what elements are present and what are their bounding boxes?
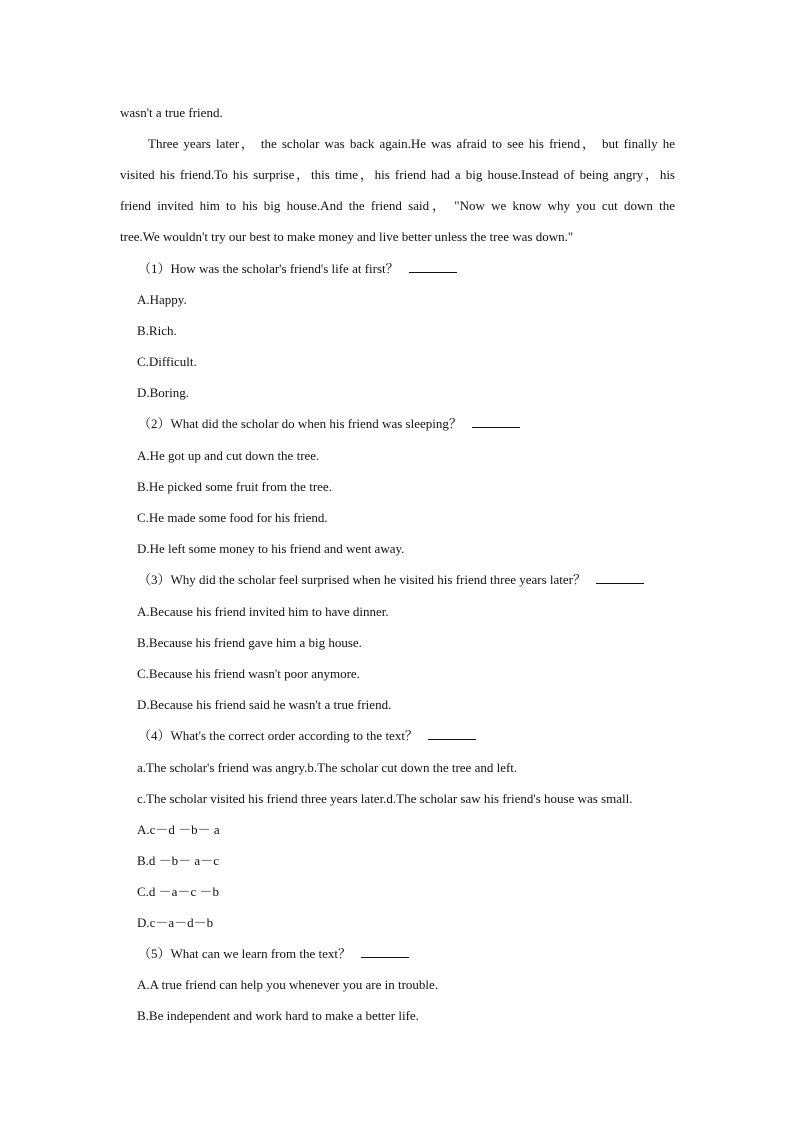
option-4a: A.c－d －b－ a (137, 822, 220, 837)
passage-line: tree.We wouldn't try our best to make money and live better unless the tree was down." (120, 229, 574, 244)
question-stem: （1）How was the scholar's friend's life at first？ (138, 261, 399, 276)
option-1c: C.Difficult. (137, 354, 197, 369)
question-4 (138, 726, 476, 746)
question-stem: （5）What can we learn from the text？ (138, 946, 351, 961)
option-2c: C.He made some food for his friend. (137, 510, 328, 525)
question-2 (138, 414, 520, 434)
option-2b: B.He picked some fruit from the tree. (137, 479, 332, 494)
events-line-2: c.The scholar visited his friend three years later.d.The scholar saw his friend's house was small. (137, 791, 633, 806)
option-3d: D.Because his friend said he wasn't a true friend. (137, 697, 392, 712)
option-2a: A.He got up and cut down the tree. (137, 448, 320, 463)
option-2d: D.He left some money to his friend and went away. (137, 541, 405, 556)
option-4b: B.d －b－ a－c (137, 853, 219, 868)
passage (120, 97, 675, 252)
answer-blank[interactable] (428, 726, 476, 740)
option-5b: B.Be independent and work hard to make a better life. (137, 1008, 419, 1023)
answer-blank[interactable] (596, 570, 644, 584)
option-3c: C.Because his friend wasn't poor anymore. (137, 666, 360, 681)
question-3 (138, 570, 644, 590)
passage-line: visited his friend.To his surprise，this time，his friend had a big house.Instead of being angry，his (120, 167, 675, 182)
answer-blank[interactable] (472, 414, 520, 428)
option-4d: D.c－a－d－b (137, 915, 214, 930)
question-1 (138, 259, 457, 279)
option-3b: B.Because his friend gave him a big house. (137, 635, 362, 650)
events-line-1: a.The scholar's friend was angry.b.The scholar cut down the tree and left. (137, 760, 518, 775)
answer-blank[interactable] (361, 944, 409, 958)
option-5a: A.A true friend can help you whenever you are in trouble. (137, 977, 439, 992)
answer-blank[interactable] (409, 259, 457, 273)
passage-line: wasn't a true friend. (120, 105, 223, 120)
option-1d: D.Boring. (137, 385, 189, 400)
question-stem: （4）What's the correct order according to the text？ (138, 728, 418, 743)
passage-line: Three years later， the scholar was back again.He was afraid to see his friend， but finally he (148, 136, 675, 151)
question-stem: （2）What did the scholar do when his friend was sleeping？ (138, 416, 462, 431)
option-1b: B.Rich. (137, 323, 177, 338)
question-5 (138, 944, 409, 964)
passage-line: friend invited him to his big house.And the friend said， "Now we know why you cut down the (120, 198, 675, 213)
option-3a: A.Because his friend invited him to have dinner. (137, 604, 389, 619)
option-4c: C.d －a－c －b (137, 884, 219, 899)
option-1a: A.Happy. (137, 292, 187, 307)
question-stem: （3）Why did the scholar feel surprised when he visited his friend three years later？ (138, 572, 586, 587)
